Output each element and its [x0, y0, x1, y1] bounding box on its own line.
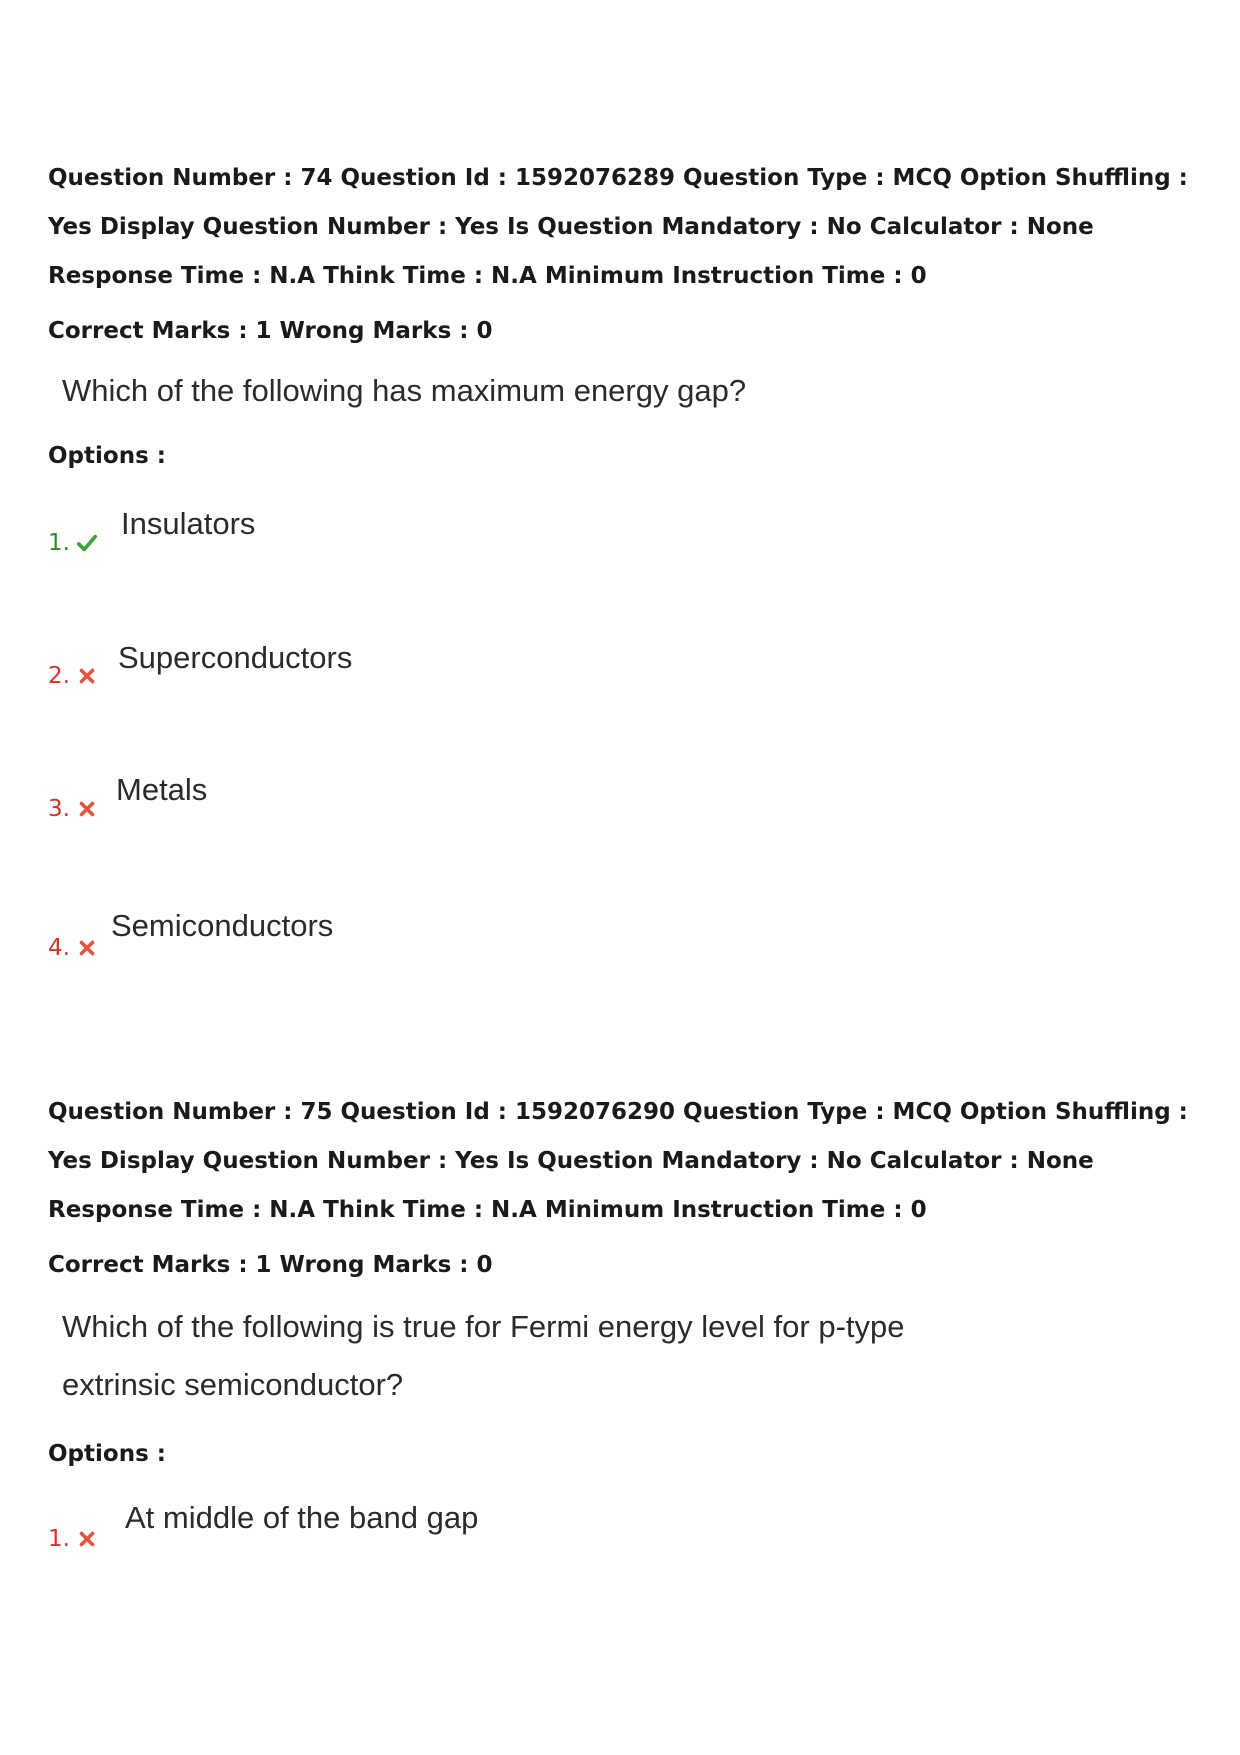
option-2-number	[48, 663, 98, 689]
option-1-number	[48, 1526, 98, 1552]
option-1-text: Insulators	[121, 506, 256, 541]
cross-icon	[76, 665, 98, 687]
question-74-text: Which of the following has maximum energy gap?	[62, 373, 747, 408]
cross-icon	[76, 1528, 98, 1550]
question-74-marks: Correct Marks : 1 Wrong Marks : 0	[48, 318, 493, 344]
question-75-options-label: Options :	[48, 1441, 166, 1467]
option-number: 2.	[48, 663, 70, 689]
option-1-number	[48, 530, 98, 556]
option-3-number	[48, 796, 98, 822]
cross-icon	[76, 798, 98, 820]
option-4-number	[48, 935, 98, 961]
option-number: 3.	[48, 796, 70, 822]
question-75-marks: Correct Marks : 1 Wrong Marks : 0	[48, 1252, 493, 1278]
question-74-meta: Question Number : 74 Question Id : 1592076289 Question Type : MCQ Option Shuffling : Yes Display Question Number : Yes Is Question Mandatory : No Calculator : None Response Time : N.A Think Time : N.A Minimum Instruction Time : 0	[48, 165, 1188, 289]
check-icon	[76, 532, 98, 554]
question-75-meta: Question Number : 75 Question Id : 1592076290 Question Type : MCQ Option Shuffling : Yes Display Question Number : Yes Is Question Mandatory : No Calculator : None Response Time : N.A Think Time : N.A Minimum Instruction Time : 0	[48, 1099, 1188, 1223]
question-74-options-label: Options :	[48, 443, 166, 469]
option-number: 4.	[48, 935, 70, 961]
question-75-text: Which of the following is true for Fermi energy level for p-type extrinsic semiconductor?	[62, 1309, 905, 1402]
option-number: 1.	[48, 1526, 70, 1552]
option-number: 1.	[48, 530, 70, 556]
option-2-text: Superconductors	[118, 640, 353, 675]
cross-icon	[76, 937, 98, 959]
option-1-text: At middle of the band gap	[125, 1500, 479, 1535]
option-3-text: Metals	[116, 772, 208, 807]
option-4-text: Semiconductors	[111, 908, 334, 943]
